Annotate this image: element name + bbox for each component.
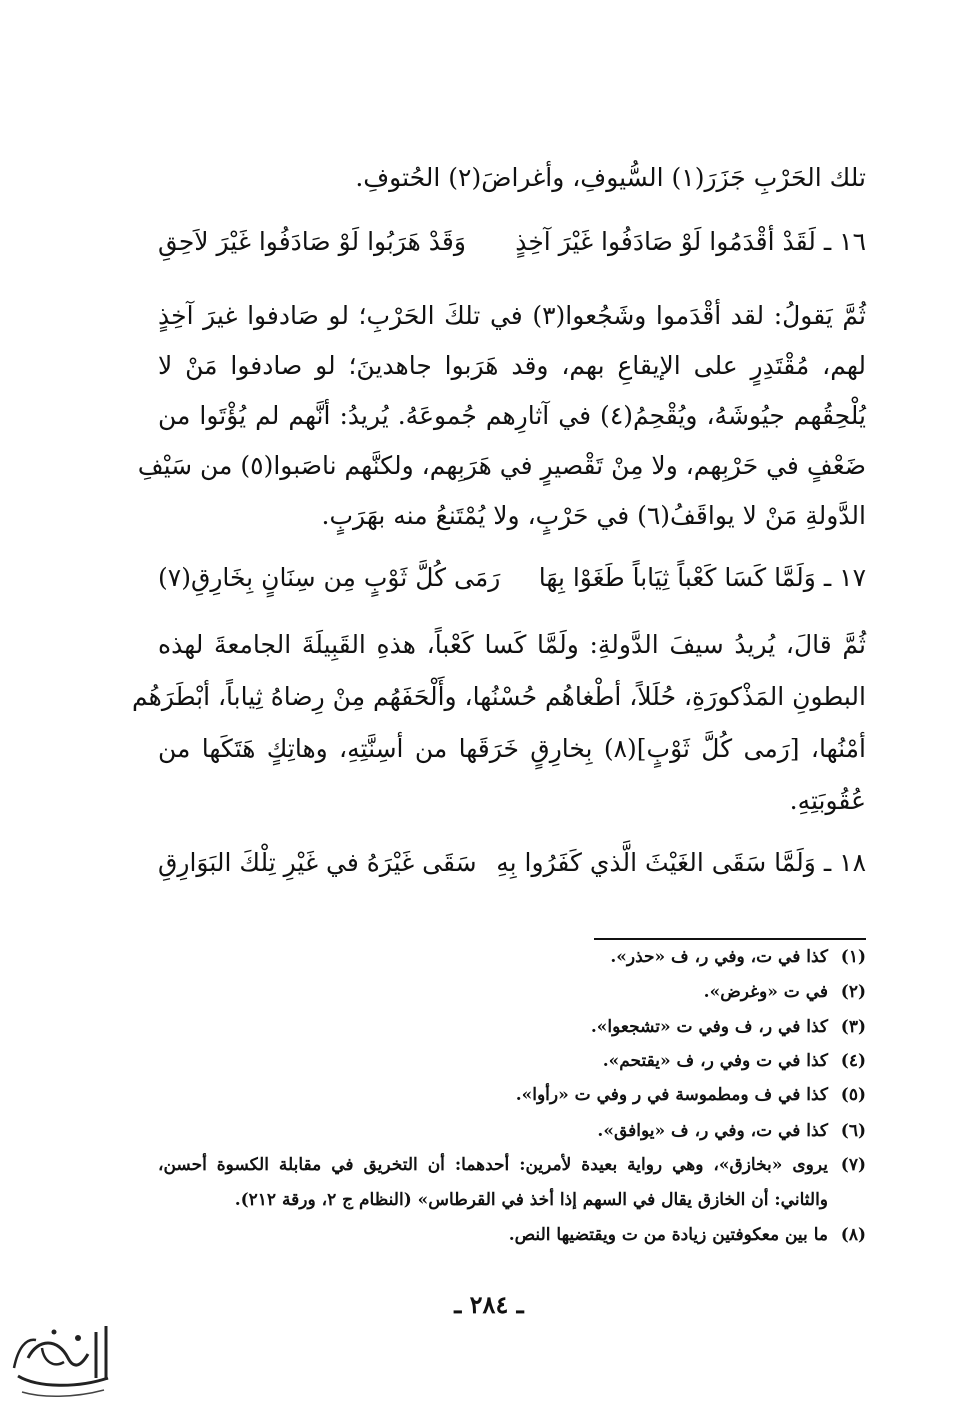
text-line: الدَّولةِ مَنْ لا يواقَفُ(٦) في حَرْبٍ، ولا يُمْتَنعُ منه بهَرَبٍ. (321, 501, 866, 530)
verse-first-hemistich: لَقَدْ أقْدَمُوا لَوْ صَادَفُوا غَيْرَ آخِذٍ (515, 227, 816, 256)
footnote-number: (٧) (840, 1155, 866, 1175)
footnote-number: (٣) (840, 1017, 866, 1037)
footnote-number: (٨) (840, 1225, 866, 1245)
footnote-text: في ت «وغرض». (703, 982, 828, 1002)
verse-first-hemistich: وَلَمَّا كَسَا كَعْباً ثِيَاباً طَغَوْا بِهَا (538, 563, 816, 592)
verse-second-hemistich: وَقَدْ هَرَبُوا لَوْ صَادَفُوا غَيْرَ لاَحِقِ (157, 227, 466, 256)
footnote (158, 1013, 866, 1041)
text-line: ثُمَّ يَقولُ: لقد أقْدَموا وشَجُعوا(٣) في تلكَ الحَرْبِ؛ لو صَادفوا غيرَ آخِذٍ (158, 301, 866, 330)
verse-second-hemistich: سَقَى غَيْرَهُ في غَيْرِ تِلْكَ البَوَارِقِ (157, 848, 477, 877)
text-line: يُلْحِقُهم جيُوشَهُ، ويُقْحِمُ(٤) في آثارِهم جُموعَهُ. يُريدُ: أنَّهم لم يُؤْتَوا من (158, 401, 866, 430)
verse-second-hemistich: رَمَى كُلَّ ثَوْبٍ مِن سِنَانٍ بِخَارِقِ(٧) (158, 563, 501, 592)
verse-18 (158, 843, 866, 883)
footnote (158, 1047, 866, 1075)
text-line: تلك الحَرْبِ جَزَرَ(١) السُّيوفِ، وأغراضَ(٢) الحُتوفِ. (355, 163, 866, 192)
page-number: ـ ٢٨٤ ـ (454, 1290, 524, 1319)
verse-first-hemistich: وَلَمَّا سَقَى الغَيْثَ الَّذي كَفَرُوا بِهِ (496, 848, 816, 877)
footnote-text: كذا في ت، وفي ر، ف «حذر». (610, 947, 828, 967)
footnote-number: (١) (840, 947, 866, 967)
verse-number: ١٧ ـ (823, 563, 866, 592)
footnote-text: كذا في ت، وفي ر، ف «يوافق». (597, 1121, 828, 1141)
footnote (158, 978, 866, 1006)
footnote (158, 1081, 866, 1109)
verse-17 (158, 558, 866, 598)
footnote-separator (594, 938, 866, 940)
footnote-text: كذا في ت وفي ر، ف «يقتحم». (602, 1051, 828, 1071)
footnote (158, 1117, 866, 1145)
footnote-number: (٢) (840, 982, 866, 1002)
footnote (158, 1151, 866, 1179)
text-line: لهم، مُقْتَدِرٍ على الإيقاعِ بهم، وقد هَرَبوا جاهدينَ؛ لو صادفوا مَنْ لا (158, 351, 866, 380)
footnote-text: كذا في ف ومطموسة في ر وفي ت «رأوا». (515, 1085, 828, 1105)
verse-16 (158, 222, 866, 262)
footnote-text: ما بين معكوفتين زيادة من ت ويقتضيها النص. (508, 1225, 828, 1245)
footnote-number: (٦) (840, 1121, 866, 1141)
text-line: أمْنُها، [رَمى كُلَّ ثَوْبٍ](٨) بِخارِقٍ خَرَقَها من أسِنَّتِهِ، وهاتِكٍ هَتَكَها من (158, 734, 866, 763)
text-line: عُقُوبَتِهِ. (789, 786, 866, 815)
footnote-continuation: والثاني: أن الخازق يقال في السهم إذا أخذ في القرطاس» (النظام ج ٢، ورقة ٢١٢). (234, 1190, 828, 1210)
library-seal-logo-icon (8, 1318, 116, 1402)
footnote (158, 1221, 866, 1249)
footnote-text: يروى «بخازق»، وهي رواية بعيدة لأمرين: أحدهما: أن التخريق في مقابلة الكسوة أحسن، (158, 1155, 828, 1175)
text-line: البطونِ المَذْكورَةِ، حُلَلاً، أطْغاهُم حُسْنُها، وأَلْحَفَهُم مِنْ رِضاهُ ثِياباً، أبْطَرَهُم (132, 682, 866, 711)
verse-number: ١٦ ـ (823, 227, 866, 256)
text-line: ضَعْفٍ في حَرْبِهم، ولا مِنْ تَقْصيرٍ في هَرَبِهم، ولكنَّهم ناصَبوا(٥) من سَيْفِ (137, 451, 866, 480)
text-line: ثُمَّ قالَ، يُريدُ سيفَ الدَّولةِ: ولَمَّا كَسا كَعْباً، هذهِ القَبِيلَةَ الجامعةَ لهذه (158, 630, 866, 659)
verse-number: ١٨ ـ (823, 848, 866, 877)
footnote-number: (٤) (840, 1051, 866, 1071)
footnote (158, 943, 866, 971)
footnote-text: كذا في ر، ف وفي ت «تشجعوا». (590, 1017, 828, 1037)
footnote-number: (٥) (840, 1085, 866, 1105)
